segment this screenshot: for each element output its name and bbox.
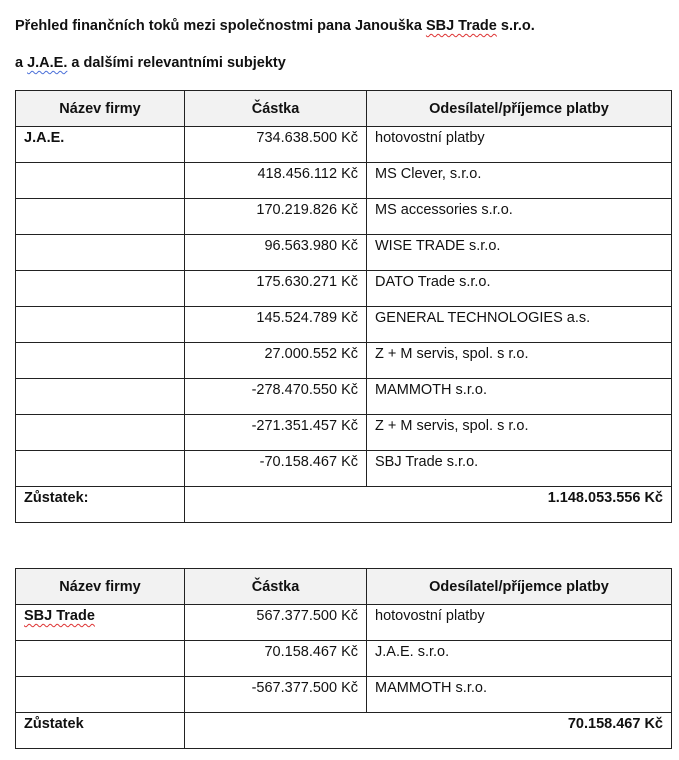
amount-cell: 175.630.271 Kč <box>185 271 367 307</box>
table-row <box>16 451 672 487</box>
table-row <box>16 641 672 677</box>
table-header-row <box>16 91 672 127</box>
column-header-party: Odesílatel/příjemce platby <box>367 569 672 605</box>
amount-cell: 145.524.789 Kč <box>185 307 367 343</box>
firm-name-cell <box>16 271 185 307</box>
column-header-amount: Částka <box>185 91 367 127</box>
party-cell: WISE TRADE s.r.o. <box>367 235 672 271</box>
column-header-amount: Částka <box>185 569 367 605</box>
party-cell: SBJ Trade s.r.o. <box>367 451 672 487</box>
firm-name-cell <box>16 163 185 199</box>
party-cell: MAMMOTH s.r.o. <box>367 379 672 415</box>
firm-name-cell <box>16 199 185 235</box>
party-cell: hotovostní platby <box>367 605 672 641</box>
column-header-firm: Název firmy <box>16 91 185 127</box>
cashflow-table-sbj-trade <box>15 568 672 749</box>
amount-cell: 70.158.467 Kč <box>185 641 367 677</box>
firm-name-cell <box>16 415 185 451</box>
table-row <box>16 199 672 235</box>
firm-name-cell <box>16 379 185 415</box>
table-row <box>16 605 672 641</box>
table-row <box>16 379 672 415</box>
column-header-party: Odesílatel/příjemce platby <box>367 91 672 127</box>
title-text: Přehled finančních toků mezi společnostmi pana Janouška <box>15 18 426 34</box>
amount-cell: 567.377.500 Kč <box>185 605 367 641</box>
title-company-name: SBJ Trade <box>425 18 497 34</box>
balance-row <box>16 713 672 749</box>
party-cell: GENERAL TECHNOLOGIES a.s. <box>367 307 672 343</box>
amount-cell: -278.470.550 Kč <box>185 379 367 415</box>
balance-value: 1.148.053.556 Kč <box>185 487 672 523</box>
title-company-name: J.A.E. <box>27 55 68 71</box>
amount-cell: 418.456.112 Kč <box>185 163 367 199</box>
amount-cell: -70.158.467 Kč <box>185 451 367 487</box>
title-text-suffix: s.r.o. <box>496 18 535 34</box>
firm-name-cell <box>16 451 185 487</box>
cashflow-table-jae <box>15 90 672 523</box>
amount-cell: 27.000.552 Kč <box>185 343 367 379</box>
table-row <box>16 127 672 163</box>
balance-row <box>16 487 672 523</box>
amount-cell: -567.377.500 Kč <box>185 677 367 713</box>
table-row <box>16 415 672 451</box>
firm-name-cell <box>16 641 185 677</box>
table-row <box>16 307 672 343</box>
party-cell: MS accessories s.r.o. <box>367 199 672 235</box>
firm-name-cell <box>16 307 185 343</box>
party-cell: hotovostní platby <box>367 127 672 163</box>
table-row <box>16 235 672 271</box>
firm-name-cell <box>16 343 185 379</box>
title-text-suffix: a dalšími relevantními subjekty <box>67 55 286 71</box>
balance-label: Zůstatek <box>16 713 185 749</box>
party-cell: DATO Trade s.r.o. <box>367 271 672 307</box>
amount-cell: 734.638.500 Kč <box>185 127 367 163</box>
amount-cell: 170.219.826 Kč <box>185 199 367 235</box>
party-cell: MS Clever, s.r.o. <box>367 163 672 199</box>
document-title-line-2 <box>15 55 286 71</box>
firm-name-cell <box>16 235 185 271</box>
party-cell: MAMMOTH s.r.o. <box>367 677 672 713</box>
column-header-firm: Název firmy <box>16 569 185 605</box>
amount-cell: -271.351.457 Kč <box>185 415 367 451</box>
table-header-row <box>16 569 672 605</box>
party-cell: J.A.E. s.r.o. <box>367 641 672 677</box>
firm-name-cell <box>16 605 185 641</box>
document-title-line-1 <box>15 18 535 34</box>
title-text: a <box>15 55 28 71</box>
party-cell: Z + M servis, spol. s r.o. <box>367 415 672 451</box>
amount-cell: 96.563.980 Kč <box>185 235 367 271</box>
table-row <box>16 677 672 713</box>
table-row <box>16 343 672 379</box>
balance-label: Zůstatek: <box>16 487 185 523</box>
firm-name: SBJ Trade <box>24 608 95 624</box>
firm-name-cell <box>16 677 185 713</box>
firm-name-cell: J.A.E. <box>16 127 185 163</box>
balance-value: 70.158.467 Kč <box>185 713 672 749</box>
table-row <box>16 271 672 307</box>
party-cell: Z + M servis, spol. s r.o. <box>367 343 672 379</box>
table-row <box>16 163 672 199</box>
